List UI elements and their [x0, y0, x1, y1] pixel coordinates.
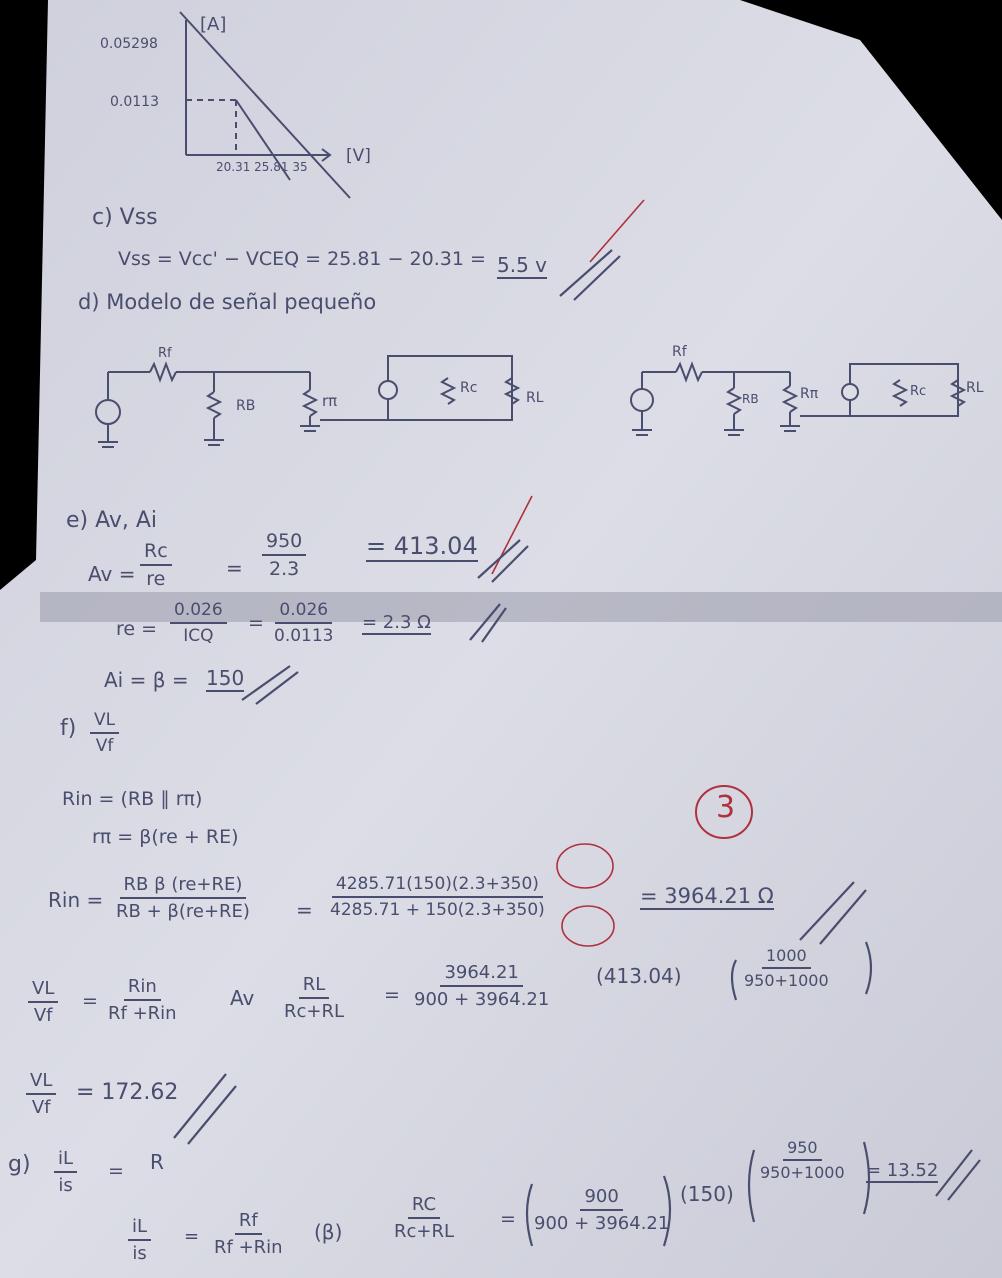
circuit1-rpi-label: rπ — [322, 392, 338, 410]
circuit2-rf-label: Rf — [672, 344, 687, 360]
circuit2-rc-label: Rc — [910, 384, 927, 399]
circuit2-rl-label: RL — [966, 380, 984, 396]
part-c-equation: Vss = Vcc' − VCEQ = 25.81 − 20.31 = — [118, 248, 486, 270]
part-f-ratio-num: VL — [90, 710, 119, 734]
x-ticks: 20.31 25.81 35 — [216, 160, 308, 174]
rc-ratio-den: Rc+RL — [394, 1221, 455, 1242]
il-eq: = — [184, 1226, 200, 1247]
correction-circle — [557, 844, 613, 888]
il-numeric-den: 900 + 3964.21 — [534, 1213, 670, 1234]
y-tick-q: 0.0113 — [110, 94, 159, 110]
y-tick-top: 0.05298 — [100, 36, 158, 52]
il-num: iL — [128, 1216, 151, 1241]
circuit1-rf-label: Rf — [158, 346, 172, 361]
vl-result-num: VL — [26, 1070, 56, 1095]
vl-numeric-den: 900 + 3964.21 — [414, 989, 550, 1010]
rl-ratio-num: RL — [299, 974, 330, 999]
il-gain: (150) — [680, 1182, 734, 1206]
part-g-eq: = — [108, 1160, 124, 1182]
rin-den: RB + β(re+RE) — [116, 901, 250, 922]
vl-eq-2: = — [384, 984, 400, 1006]
part-e-heading: e) Av, Ai — [66, 508, 158, 533]
vl-num: VL — [28, 978, 58, 1003]
part-d-heading: d) Modelo de señal pequeño — [78, 290, 377, 314]
y-axis-unit: [A] — [200, 14, 227, 35]
rin-num-2: 4285.71(150)(2.3+350) — [332, 874, 543, 898]
rf-ratio-den: Rf +Rin — [214, 1237, 283, 1258]
av-den-2: 2.3 — [269, 558, 300, 580]
il-divider-den: 950+1000 — [760, 1163, 845, 1182]
re-num-2: 0.026 — [275, 600, 332, 624]
re-den: ICQ — [183, 626, 214, 646]
rin-den-2: 4285.71 + 150(2.3+350) — [330, 900, 545, 920]
vl-eq: = — [82, 990, 98, 1012]
av-den: re — [146, 568, 166, 590]
rin-definition: Rin = (RB ∥ rπ) — [62, 788, 203, 810]
circuit1-rl-label: RL — [526, 390, 544, 406]
vl-divider-den: 950+1000 — [744, 971, 829, 990]
is-den: is — [132, 1243, 147, 1264]
rl-ratio-den: Rc+RL — [284, 1001, 345, 1022]
re-num: 0.026 — [170, 600, 227, 624]
part-c-result: 5.5 v — [497, 253, 547, 277]
beta-factor: (β) — [314, 1220, 343, 1244]
rin-ratio-den: Rf +Rin — [108, 1003, 177, 1024]
av-result: = 413.04 — [366, 532, 478, 560]
vf-result-den: Vf — [31, 1097, 51, 1118]
circuit1-rc-label: Rc — [460, 380, 478, 396]
il-eq-2: = — [500, 1208, 516, 1230]
re-den-2: 0.0113 — [274, 626, 334, 646]
rpi-definition: rπ = β(re + RE) — [92, 826, 239, 848]
rf-ratio-num: Rf — [235, 1210, 262, 1235]
vf-den: Vf — [33, 1005, 53, 1026]
av-num: Rc — [140, 540, 172, 566]
part-g-ratio-num: iL — [54, 1148, 77, 1173]
part-f-heading: f) — [60, 716, 77, 741]
rin-label: Rin = — [48, 888, 104, 912]
rc-ratio-num: RC — [408, 1194, 440, 1219]
part-f-ratio-den: Vf — [95, 736, 114, 756]
il-numeric-num: 900 — [580, 1186, 622, 1211]
av-label: Av = — [88, 562, 136, 586]
part-g-heading: g) — [8, 1152, 31, 1177]
vl-numeric-num: 3964.21 — [440, 962, 522, 987]
vl-gain: (413.04) — [596, 964, 682, 988]
part-c-heading: c) Vss — [92, 205, 158, 230]
grade-number: 3 — [716, 790, 736, 825]
check-mark — [590, 200, 644, 262]
correction-circle — [562, 906, 614, 946]
rin-ratio-num: Rin — [124, 976, 161, 1001]
il-is-result: = 13.52 — [866, 1160, 939, 1181]
re-label: re = — [116, 618, 158, 640]
vl-divider-num: 1000 — [762, 946, 811, 969]
x-axis-unit: [V] — [346, 146, 371, 166]
circuit2-rpi-label: Rπ — [800, 386, 819, 402]
part-g-r: R — [150, 1150, 164, 1174]
circuit2-rb-label: RB — [742, 392, 759, 406]
av-num-2: 950 — [262, 530, 306, 556]
rin-eq: = — [296, 898, 313, 922]
ai-result: 150 — [206, 666, 245, 690]
av-mid: Av — [230, 986, 255, 1010]
il-divider-num: 950 — [783, 1138, 822, 1161]
re-result: = 2.3 Ω — [362, 612, 431, 633]
rin-num: RB β (re+RE) — [120, 874, 247, 899]
part-g-ratio-den: is — [58, 1175, 73, 1196]
ai-label: Ai = β = — [104, 668, 189, 692]
rin-result: = 3964.21 Ω — [640, 884, 774, 908]
re-eq: = — [248, 612, 264, 634]
vl-vf-result: = 172.62 — [76, 1080, 179, 1105]
av-eq: = — [226, 556, 243, 580]
circuit1-rb-label: RB — [236, 398, 256, 414]
